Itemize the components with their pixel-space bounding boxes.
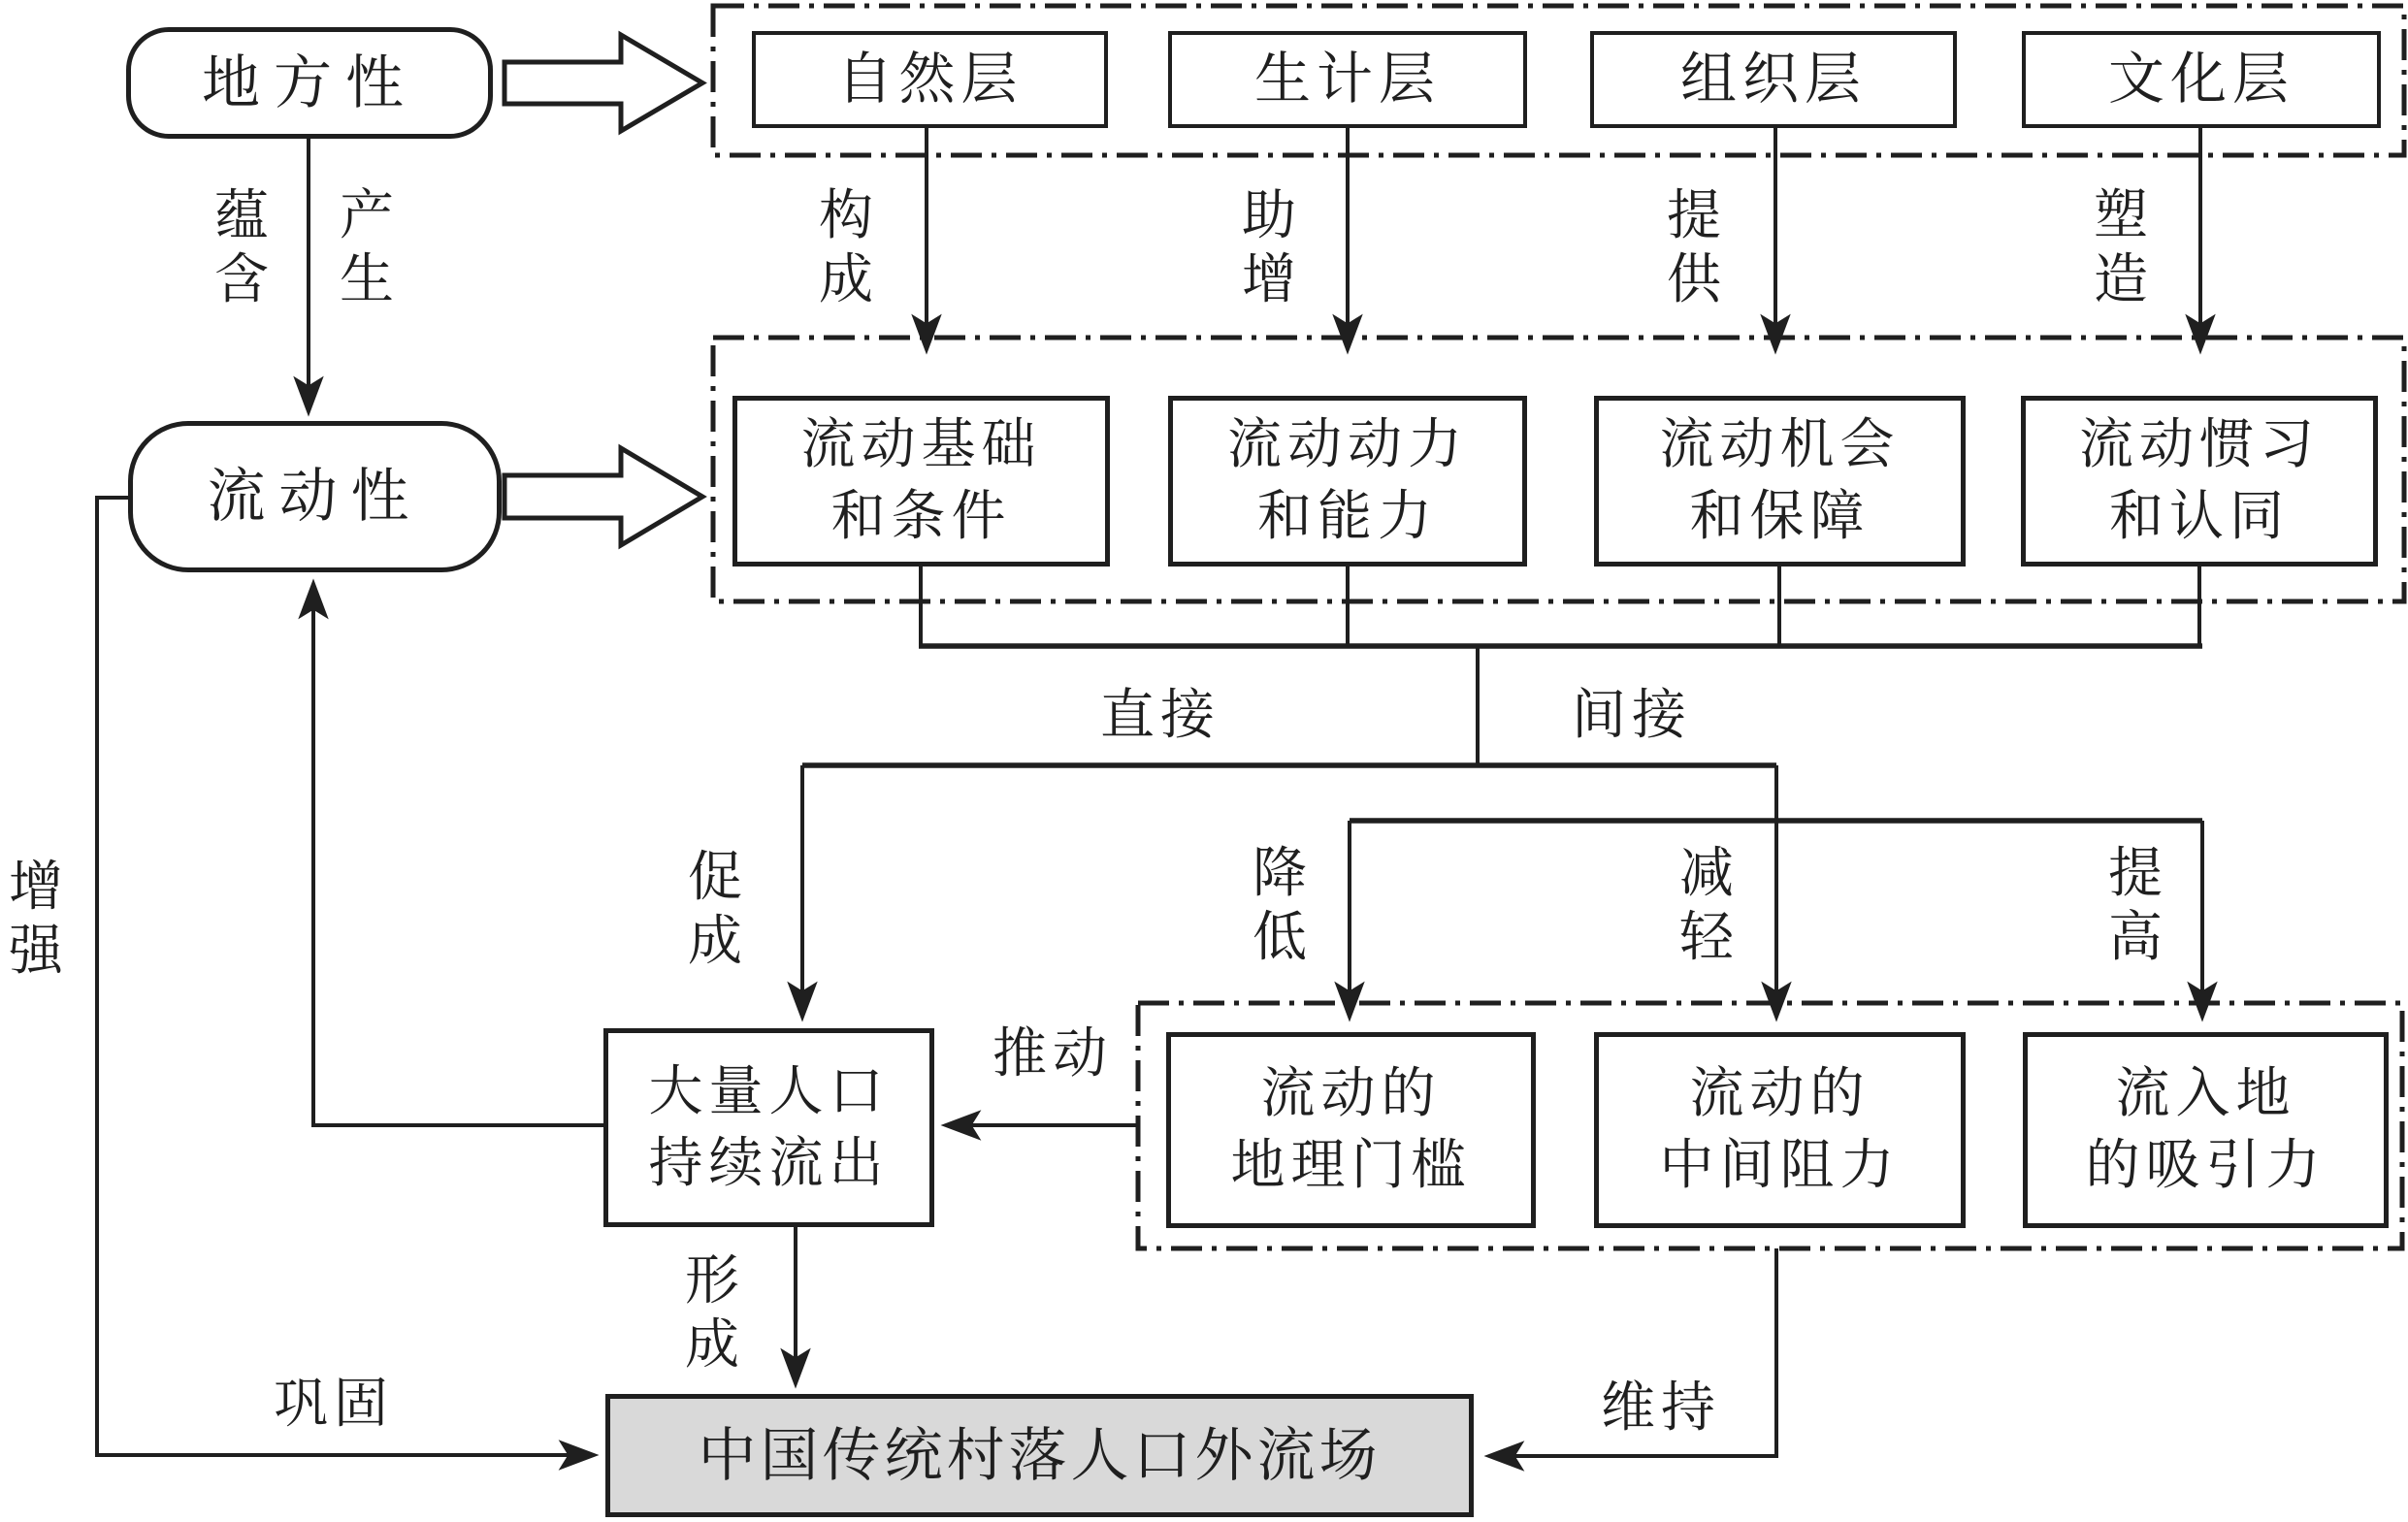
node-destination-attraction bbox=[2023, 1032, 2389, 1228]
node-middle-resistance bbox=[1594, 1032, 1966, 1228]
node-culture-layer bbox=[2022, 31, 2381, 128]
edge-enhance bbox=[313, 584, 603, 1125]
edge-label-consolidate: 巩固 bbox=[274, 1375, 394, 1435]
edge-label-raise: 提高 bbox=[2108, 844, 2163, 968]
node-flow-power bbox=[1168, 396, 1527, 567]
edge-label-maintain: 维持 bbox=[1601, 1378, 1721, 1439]
node-outflow-field-label: 中国传统村落人口外流场 bbox=[698, 1423, 1382, 1488]
node-mobility-label: 流动性 bbox=[207, 465, 423, 529]
node-flow-opportunity bbox=[1594, 396, 1966, 567]
node-flow-habit-line1: 流动惯习 bbox=[2079, 415, 2320, 475]
node-flow-habit-line2: 和认同 bbox=[2109, 487, 2290, 547]
node-organization-layer bbox=[1590, 31, 1957, 128]
edge-label-lighten: 减轻 bbox=[1679, 844, 1734, 968]
node-flow-power-line2: 和能力 bbox=[1257, 487, 1438, 547]
edge-label-promote: 促成 bbox=[688, 848, 742, 972]
edge-label-produce: 产生 bbox=[340, 186, 394, 310]
node-middle-resistance-line1: 流动的 bbox=[1689, 1064, 1871, 1124]
node-nature-layer-label: 自然层 bbox=[836, 48, 1024, 111]
node-geo-threshold-line1: 流动的 bbox=[1260, 1064, 1442, 1124]
edge-label-shape: 塑造 bbox=[2094, 186, 2148, 310]
node-middle-resistance-line2: 中间阻力 bbox=[1659, 1136, 1901, 1196]
node-organization-layer-label: 组织层 bbox=[1679, 48, 1867, 111]
edge-label-provide: 提供 bbox=[1667, 186, 1721, 310]
node-mobility bbox=[128, 421, 502, 572]
node-mass-outflow-line2: 持续流出 bbox=[648, 1133, 890, 1194]
node-flow-opportunity-line2: 和保障 bbox=[1689, 487, 1871, 547]
node-outflow-field bbox=[605, 1394, 1474, 1517]
node-flow-base-line1: 流动基础 bbox=[800, 415, 1042, 475]
node-livelihood-layer bbox=[1168, 31, 1527, 128]
node-destination-attraction-line2: 的吸引力 bbox=[2085, 1136, 2327, 1196]
edge-label-push: 推动 bbox=[992, 1024, 1113, 1085]
edge-label-contain: 蕴含 bbox=[214, 186, 269, 310]
edge-label-form: 形成 bbox=[685, 1251, 739, 1376]
node-culture-layer-label: 文化层 bbox=[2107, 48, 2294, 111]
node-place bbox=[126, 27, 493, 139]
node-nature-layer bbox=[752, 31, 1108, 128]
edge-label-lower: 降低 bbox=[1253, 844, 1307, 968]
node-mass-outflow-line1: 大量人口 bbox=[648, 1061, 890, 1122]
node-destination-attraction-line1: 流入地 bbox=[2115, 1064, 2296, 1124]
node-livelihood-layer-label: 生计层 bbox=[1253, 48, 1441, 111]
edge-label-direct: 直接 bbox=[1100, 686, 1220, 746]
node-geo-threshold-line2: 地理门槛 bbox=[1230, 1136, 1472, 1196]
mobility-to-factors-block-arrow-icon bbox=[504, 448, 702, 545]
node-mass-outflow bbox=[603, 1028, 934, 1227]
edge-consolidate bbox=[97, 498, 594, 1455]
node-geo-threshold bbox=[1166, 1032, 1536, 1228]
edge-label-enhance: 增强 bbox=[9, 858, 63, 982]
node-flow-base bbox=[732, 396, 1110, 567]
edge-label-constitute: 构成 bbox=[819, 186, 873, 310]
node-flow-base-line2: 和条件 bbox=[830, 487, 1012, 547]
node-flow-opportunity-line1: 流动机会 bbox=[1659, 415, 1901, 475]
place-to-layers-block-arrow-icon bbox=[504, 35, 702, 131]
edge-label-boost: 助增 bbox=[1242, 186, 1296, 310]
node-flow-habit bbox=[2021, 396, 2378, 567]
node-place-label: 地方性 bbox=[202, 50, 417, 115]
node-flow-power-line1: 流动动力 bbox=[1227, 415, 1468, 475]
edge-label-indirect: 间接 bbox=[1572, 686, 1692, 746]
